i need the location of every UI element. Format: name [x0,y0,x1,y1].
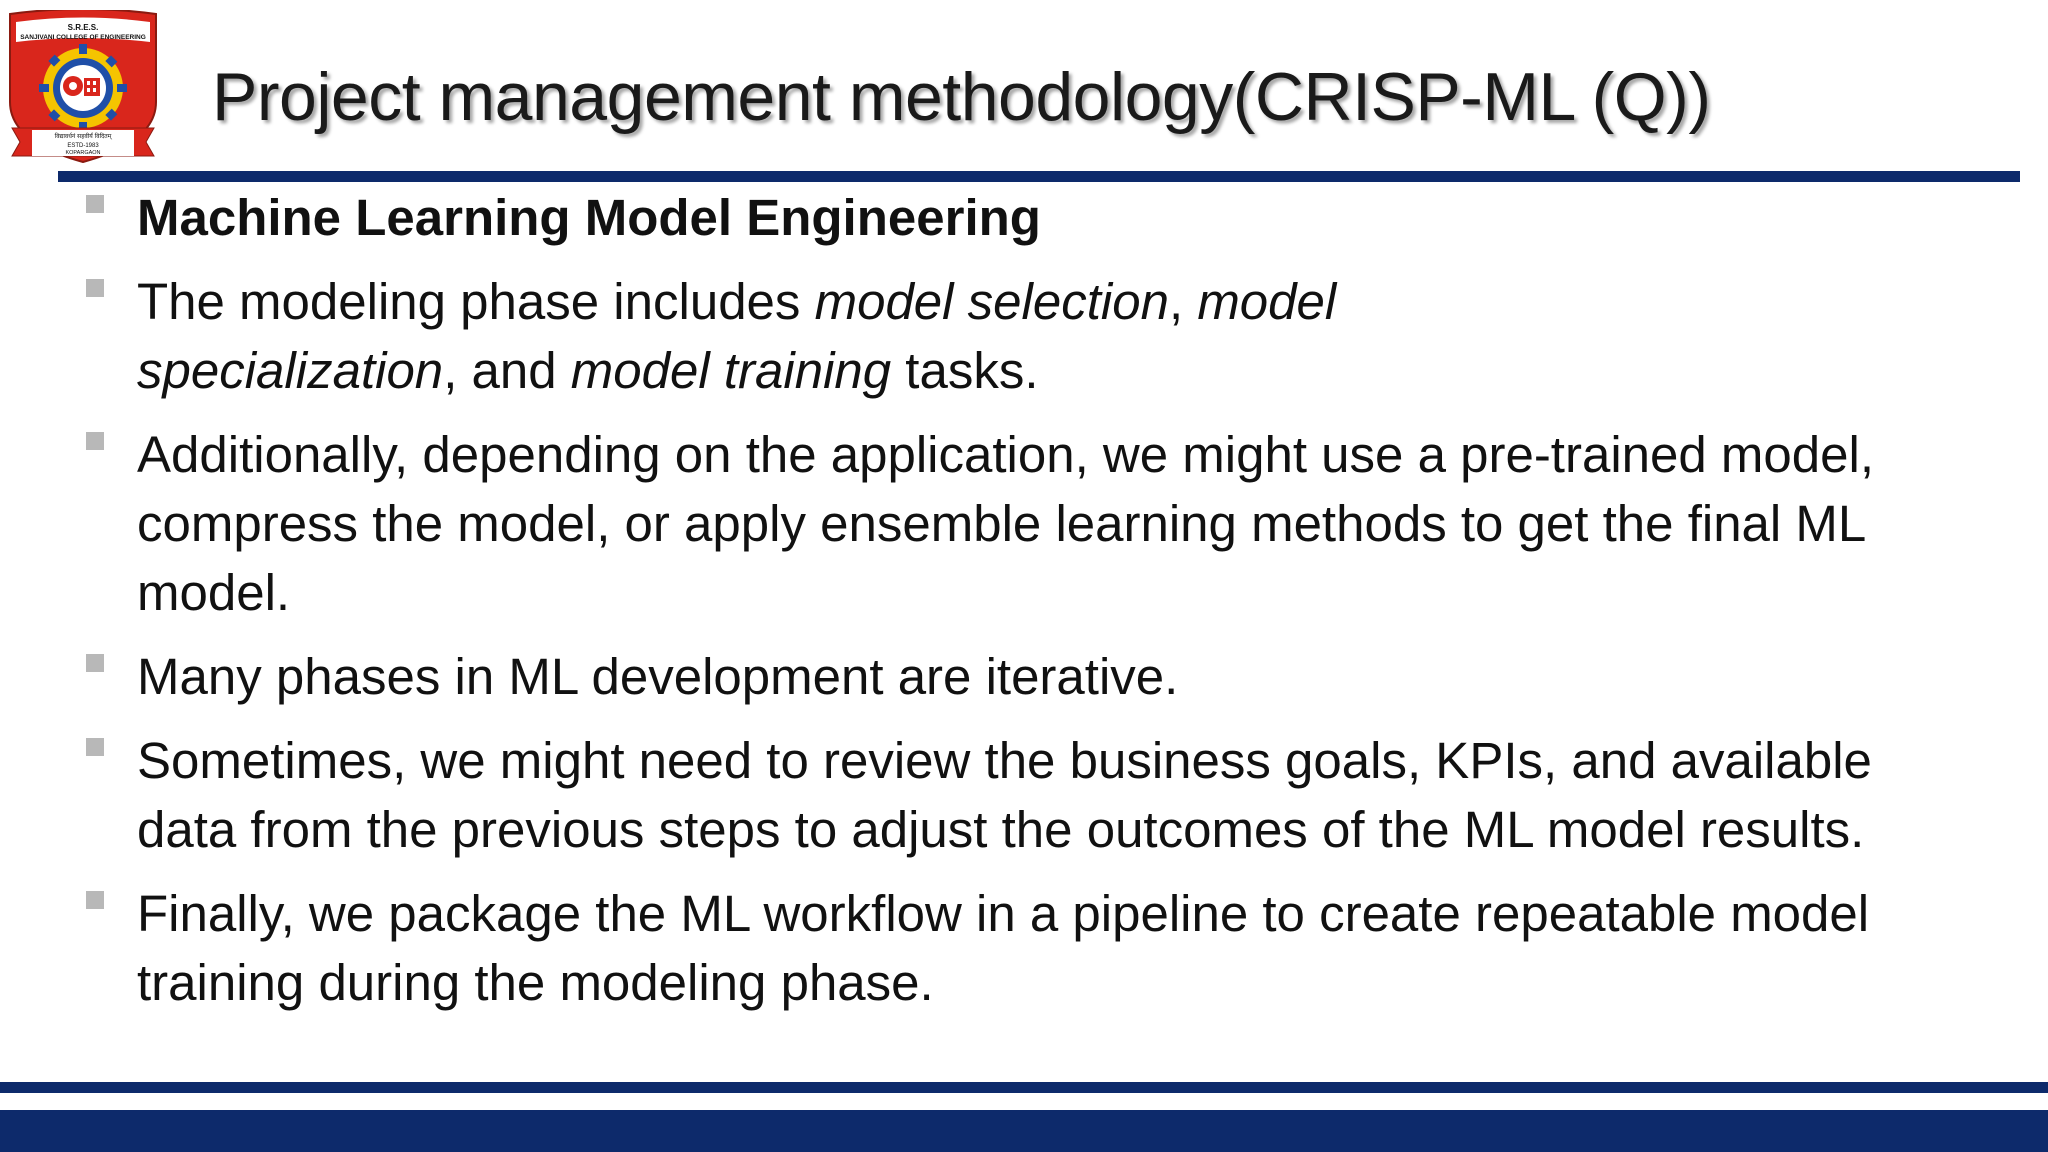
bullet-item [82,726,1982,864]
square-bullet-icon [86,654,104,672]
college-logo-icon [2,10,164,168]
bullet-text-run: , and [443,342,571,399]
bullet-text [137,273,1336,399]
bullet-item [82,420,1982,627]
bullet-text-run: model selection [814,273,1169,330]
bullet-text [137,426,1874,621]
slide-title: Project management methodology(CRISP-ML (Q)) [212,59,1711,135]
footer-bar [0,1110,2048,1152]
bullet-text-run: model training [570,342,892,399]
bullet-item [82,267,1982,405]
bullet-list [82,183,1982,1017]
square-bullet-icon [86,891,104,909]
bullet-item [82,642,1982,711]
title-divider [58,171,2020,182]
square-bullet-icon [86,279,104,297]
logo-location: KOPARGAON [65,150,101,156]
square-bullet-icon [86,432,104,450]
bullet-text-run: Finally, we package the ML workflow in a pipeline to create repeatable model training during the modeling phase. [137,885,1870,1011]
logo-college-name: SANJIVANI COLLEGE OF ENGINEERING [20,34,146,41]
bullet-text-run: The modeling phase includes [137,273,815,330]
bullet-text [137,732,1872,858]
bullet-text-run: specialization [137,342,444,399]
logo-motto: विद्यावर्धनं सहवीर्यं विदितम् [54,133,112,140]
bullet-text [137,189,1041,246]
square-bullet-icon [86,195,104,213]
bullet-text-run: , [1168,273,1198,330]
logo-top-text: S.R.E.S. [67,23,99,32]
bullet-text-run: Many phases in ML development are iterative. [137,648,1179,705]
bullet-text-run: tasks. [891,342,1039,399]
bullet-text-run: model [1197,273,1337,330]
bullet-text-run: Additionally, depending on the application, we might use a pre-trained model, compress the model, or apply ensemble learning methods to get the final ML model. [137,426,1874,621]
bullet-item [82,183,1982,252]
bullet-text [137,648,1178,705]
square-bullet-icon [86,738,104,756]
bullet-text-run: Machine Learning Model Engineering [137,189,1041,246]
footer-divider [0,1082,2048,1093]
logo-estd: ESTD-1983 [67,143,99,149]
bullet-text-run: Sometimes, we might need to review the business goals, KPIs, and available data from the previous steps to adjust the outcomes of the ML model results. [137,732,1872,858]
bullet-text [137,885,1869,1011]
bullet-item [82,879,1982,1017]
